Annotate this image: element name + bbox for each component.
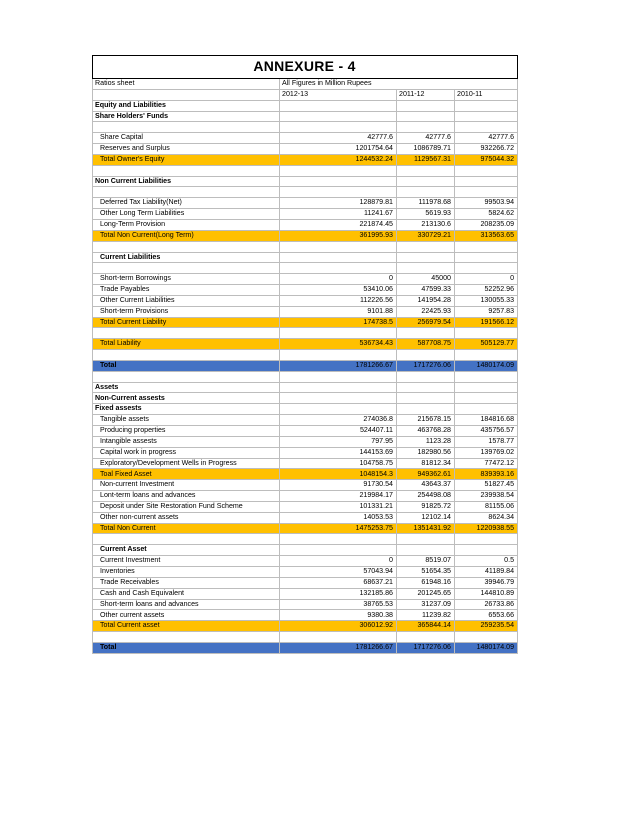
- value-cell: [455, 111, 518, 122]
- row-label: Total Current Liability: [93, 317, 280, 328]
- value-cell: 182980.56: [397, 447, 455, 458]
- value-cell: 215678.15: [397, 415, 455, 426]
- value-cell: 797.95: [280, 436, 397, 447]
- row-label: Trade Payables: [93, 285, 280, 296]
- value-cell: 254498.08: [397, 491, 455, 502]
- value-cell: 0.5: [455, 556, 518, 567]
- table-row: [93, 111, 518, 122]
- value-cell: 42777.6: [397, 133, 455, 144]
- value-cell: [280, 632, 397, 643]
- value-cell: 256979.54: [397, 317, 455, 328]
- row-label: [93, 632, 280, 643]
- row-label: Cash and Cash Equivalent: [93, 588, 280, 599]
- row-label: [93, 534, 280, 545]
- value-cell: 42777.6: [455, 133, 518, 144]
- value-cell: 949362.61: [397, 469, 455, 480]
- table-row: [93, 154, 518, 165]
- table-row: [93, 328, 518, 339]
- table-row: [93, 447, 518, 458]
- value-cell: 221874.45: [280, 219, 397, 230]
- row-label: [93, 371, 280, 382]
- value-cell: 53410.06: [280, 285, 397, 296]
- value-cell: 239938.54: [455, 491, 518, 502]
- value-cell: 1220938.55: [455, 523, 518, 534]
- annexure-sheet: [92, 55, 518, 654]
- value-cell: 306012.92: [280, 621, 397, 632]
- value-cell: [455, 165, 518, 176]
- row-label: Total Non Current(Long Term): [93, 230, 280, 241]
- row-label: [93, 122, 280, 133]
- value-cell: 9380.38: [280, 610, 397, 621]
- table-row: [93, 306, 518, 317]
- value-cell: 139769.02: [455, 447, 518, 458]
- table-row: [93, 599, 518, 610]
- year-header-2012-13: 2012-13: [280, 89, 397, 100]
- value-cell: [397, 263, 455, 274]
- row-label: Non Current Liabilities: [93, 176, 280, 187]
- value-cell: [455, 382, 518, 393]
- row-label: Assets: [93, 382, 280, 393]
- row-label: Total Liability: [93, 339, 280, 350]
- value-cell: 259235.54: [455, 621, 518, 632]
- row-label: Share Capital: [93, 133, 280, 144]
- value-cell: 47599.33: [397, 285, 455, 296]
- value-cell: 208235.09: [455, 219, 518, 230]
- value-cell: [280, 165, 397, 176]
- value-cell: [280, 382, 397, 393]
- row-label: Non-Current assests: [93, 393, 280, 404]
- value-cell: 313563.65: [455, 230, 518, 241]
- value-cell: [455, 632, 518, 643]
- value-cell: 12102.14: [397, 512, 455, 523]
- row-label: Deposit under Site Restoration Fund Scheme: [93, 501, 280, 512]
- row-label: Other non-current assets: [93, 512, 280, 523]
- row-label: Total Current asset: [93, 621, 280, 632]
- value-cell: [455, 328, 518, 339]
- value-cell: [455, 187, 518, 198]
- row-label: [93, 165, 280, 176]
- value-cell: 1781266.67: [280, 642, 397, 653]
- value-cell: 128879.81: [280, 198, 397, 209]
- row-label: Capital work in progress: [93, 447, 280, 458]
- value-cell: [455, 545, 518, 556]
- value-cell: 39946.79: [455, 577, 518, 588]
- row-label: Equity and Liabilities: [93, 100, 280, 111]
- value-cell: [455, 393, 518, 404]
- row-label: [93, 350, 280, 361]
- page-title: ANNEXURE - 4: [93, 56, 518, 79]
- value-cell: 8624.34: [455, 512, 518, 523]
- value-cell: 42777.6: [280, 133, 397, 144]
- table-row: [93, 480, 518, 491]
- value-cell: 144153.69: [280, 447, 397, 458]
- value-cell: [397, 350, 455, 361]
- sheet-body: [93, 56, 518, 654]
- table-row: [93, 230, 518, 241]
- value-cell: 0: [280, 556, 397, 567]
- value-cell: [455, 241, 518, 252]
- row-label: Short-term Provisions: [93, 306, 280, 317]
- value-cell: 1048154.3: [280, 469, 397, 480]
- value-cell: [397, 328, 455, 339]
- value-cell: 274036.8: [280, 415, 397, 426]
- table-row: [93, 285, 518, 296]
- value-cell: 68637.21: [280, 577, 397, 588]
- value-cell: [280, 371, 397, 382]
- table-row: [93, 458, 518, 469]
- value-cell: [397, 176, 455, 187]
- row-label: Inventories: [93, 566, 280, 577]
- row-label: Total: [93, 642, 280, 653]
- value-cell: 52252.96: [455, 285, 518, 296]
- value-cell: [280, 252, 397, 263]
- row-label: Lont-term loans and advances: [93, 491, 280, 502]
- table-row: [93, 339, 518, 350]
- table-row: [93, 187, 518, 198]
- header-blank-cell: [93, 89, 280, 100]
- table-row: [93, 198, 518, 209]
- year-header-2010-11: 2010-11: [455, 89, 518, 100]
- value-cell: 1717276.06: [397, 642, 455, 653]
- row-label: Deferred Tax Liability(Net): [93, 198, 280, 209]
- value-cell: 38765.53: [280, 599, 397, 610]
- table-row: [93, 534, 518, 545]
- row-label: Other Long Term Liabilities: [93, 209, 280, 220]
- units-label: All Figures in Million Rupees: [280, 79, 518, 90]
- value-cell: 1475253.75: [280, 523, 397, 534]
- value-cell: 112226.56: [280, 295, 397, 306]
- row-label: Long-Term Provision: [93, 219, 280, 230]
- value-cell: 14053.53: [280, 512, 397, 523]
- value-cell: [280, 100, 397, 111]
- value-cell: 839393.16: [455, 469, 518, 480]
- table-row: [93, 588, 518, 599]
- row-label: [93, 241, 280, 252]
- row-label: Current Investment: [93, 556, 280, 567]
- value-cell: 524407.11: [280, 426, 397, 437]
- table-row: [93, 556, 518, 567]
- table-row: [93, 523, 518, 534]
- value-cell: 1123.28: [397, 436, 455, 447]
- value-cell: 191566.12: [455, 317, 518, 328]
- value-cell: 9257.83: [455, 306, 518, 317]
- table-row: [93, 371, 518, 382]
- value-cell: [397, 632, 455, 643]
- value-cell: [280, 241, 397, 252]
- value-cell: [280, 111, 397, 122]
- row-label: Toal Fixed Asset: [93, 469, 280, 480]
- table-row: [93, 642, 518, 653]
- value-cell: 31237.09: [397, 599, 455, 610]
- table-row: [93, 219, 518, 230]
- value-cell: 365844.14: [397, 621, 455, 632]
- value-cell: [455, 350, 518, 361]
- table-row: [93, 512, 518, 523]
- row-label: Producing properties: [93, 426, 280, 437]
- value-cell: 975044.32: [455, 154, 518, 165]
- value-cell: [280, 404, 397, 415]
- table-row: [93, 360, 518, 371]
- value-cell: 81812.34: [397, 458, 455, 469]
- table-row: [93, 621, 518, 632]
- value-cell: [455, 534, 518, 545]
- value-cell: 1129567.31: [397, 154, 455, 165]
- value-cell: 536734.43: [280, 339, 397, 350]
- value-cell: 435756.57: [455, 426, 518, 437]
- value-cell: 1717276.06: [397, 360, 455, 371]
- value-cell: 99503.94: [455, 198, 518, 209]
- table-row: [93, 241, 518, 252]
- value-cell: 174738.5: [280, 317, 397, 328]
- value-cell: 1244532.24: [280, 154, 397, 165]
- value-cell: [455, 404, 518, 415]
- table-row: [93, 274, 518, 285]
- value-cell: 11239.82: [397, 610, 455, 621]
- table-row: [93, 469, 518, 480]
- value-cell: [280, 350, 397, 361]
- row-label: Total Owner's Equity: [93, 154, 280, 165]
- value-cell: 26733.86: [455, 599, 518, 610]
- table-row: [93, 350, 518, 361]
- value-cell: 184816.68: [455, 415, 518, 426]
- table-row: [93, 100, 518, 111]
- value-cell: 0: [280, 274, 397, 285]
- value-cell: 11241.67: [280, 209, 397, 220]
- value-cell: 141954.28: [397, 295, 455, 306]
- value-cell: [280, 545, 397, 556]
- value-cell: 0: [455, 274, 518, 285]
- value-cell: [455, 100, 518, 111]
- table-row: [93, 317, 518, 328]
- value-cell: [280, 176, 397, 187]
- row-label: Intangible assests: [93, 436, 280, 447]
- value-cell: [397, 100, 455, 111]
- value-cell: 130055.33: [455, 295, 518, 306]
- row-label: Short-term loans and advances: [93, 599, 280, 610]
- value-cell: 91825.72: [397, 501, 455, 512]
- value-cell: [397, 534, 455, 545]
- value-cell: [455, 176, 518, 187]
- row-label: Share Holders' Funds: [93, 111, 280, 122]
- value-cell: [455, 252, 518, 263]
- value-cell: 77472.12: [455, 458, 518, 469]
- value-cell: 51827.45: [455, 480, 518, 491]
- value-cell: 51654.35: [397, 566, 455, 577]
- row-label: Total Non Current: [93, 523, 280, 534]
- value-cell: 463768.28: [397, 426, 455, 437]
- table-row: [93, 404, 518, 415]
- value-cell: [280, 328, 397, 339]
- value-cell: [280, 393, 397, 404]
- sheet-label: Ratios sheet: [93, 79, 280, 90]
- row-label: Fixed assests: [93, 404, 280, 415]
- value-cell: 5824.62: [455, 209, 518, 220]
- value-cell: [455, 122, 518, 133]
- value-cell: 1480174.09: [455, 360, 518, 371]
- value-cell: 213130.6: [397, 219, 455, 230]
- table-row: [93, 144, 518, 155]
- row-label: Total: [93, 360, 280, 371]
- row-label: Current Asset: [93, 545, 280, 556]
- value-cell: 330729.21: [397, 230, 455, 241]
- row-label: Exploratory/Development Wells in Progress: [93, 458, 280, 469]
- table-row: [93, 577, 518, 588]
- row-label: [93, 187, 280, 198]
- table-row: [93, 295, 518, 306]
- row-label: Current Liabilities: [93, 252, 280, 263]
- value-cell: 91730.54: [280, 480, 397, 491]
- table-row: [93, 426, 518, 437]
- header-row-units: [93, 79, 518, 90]
- value-cell: 9101.88: [280, 306, 397, 317]
- value-cell: [280, 187, 397, 198]
- table-row: [93, 610, 518, 621]
- value-cell: 101331.21: [280, 501, 397, 512]
- value-cell: 22425.93: [397, 306, 455, 317]
- value-cell: 1480174.09: [455, 642, 518, 653]
- row-label: Short-term Borrowings: [93, 274, 280, 285]
- value-cell: [455, 263, 518, 274]
- value-cell: [397, 187, 455, 198]
- value-cell: 219984.17: [280, 491, 397, 502]
- value-cell: 81155.06: [455, 501, 518, 512]
- value-cell: [455, 371, 518, 382]
- value-cell: 57043.94: [280, 566, 397, 577]
- title-row: [93, 56, 518, 79]
- row-label: Tangible assets: [93, 415, 280, 426]
- value-cell: 1351431.92: [397, 523, 455, 534]
- value-cell: 61948.16: [397, 577, 455, 588]
- row-label: [93, 263, 280, 274]
- table-row: [93, 165, 518, 176]
- value-cell: 201245.65: [397, 588, 455, 599]
- row-label: Other Current Liabilities: [93, 295, 280, 306]
- value-cell: [397, 382, 455, 393]
- table-row: [93, 382, 518, 393]
- value-cell: 6553.66: [455, 610, 518, 621]
- year-header-2011-12: 2011-12: [397, 89, 455, 100]
- value-cell: 104758.75: [280, 458, 397, 469]
- value-cell: 505129.77: [455, 339, 518, 350]
- value-cell: [280, 122, 397, 133]
- table-row: [93, 133, 518, 144]
- value-cell: [397, 545, 455, 556]
- value-cell: 587708.75: [397, 339, 455, 350]
- row-label: Other current assets: [93, 610, 280, 621]
- value-cell: 1201754.64: [280, 144, 397, 155]
- value-cell: [397, 371, 455, 382]
- row-label: Non-current Investment: [93, 480, 280, 491]
- value-cell: 5619.93: [397, 209, 455, 220]
- table-row: [93, 415, 518, 426]
- value-cell: 132185.86: [280, 588, 397, 599]
- row-label: Reserves and Surplus: [93, 144, 280, 155]
- table-row: [93, 209, 518, 220]
- value-cell: 111978.68: [397, 198, 455, 209]
- table-row: [93, 632, 518, 643]
- value-cell: 8519.07: [397, 556, 455, 567]
- table-row: [93, 252, 518, 263]
- table-row: [93, 545, 518, 556]
- table-row: [93, 566, 518, 577]
- table-row: [93, 176, 518, 187]
- header-row-years: [93, 89, 518, 100]
- table-row: [93, 122, 518, 133]
- value-cell: [397, 252, 455, 263]
- table-row: [93, 393, 518, 404]
- table-row: [93, 263, 518, 274]
- row-label: Trade Receivables: [93, 577, 280, 588]
- value-cell: 1578.77: [455, 436, 518, 447]
- value-cell: [280, 534, 397, 545]
- value-cell: 45000: [397, 274, 455, 285]
- value-cell: 361995.93: [280, 230, 397, 241]
- row-label: [93, 328, 280, 339]
- table-row: [93, 491, 518, 502]
- value-cell: 144810.89: [455, 588, 518, 599]
- value-cell: 43643.37: [397, 480, 455, 491]
- value-cell: [397, 241, 455, 252]
- value-cell: [280, 263, 397, 274]
- value-cell: [397, 393, 455, 404]
- value-cell: [397, 122, 455, 133]
- value-cell: 932266.72: [455, 144, 518, 155]
- value-cell: [397, 111, 455, 122]
- value-cell: 1781266.67: [280, 360, 397, 371]
- value-cell: 1086789.71: [397, 144, 455, 155]
- value-cell: 41189.84: [455, 566, 518, 577]
- table-row: [93, 501, 518, 512]
- value-cell: [397, 165, 455, 176]
- value-cell: [397, 404, 455, 415]
- table-row: [93, 436, 518, 447]
